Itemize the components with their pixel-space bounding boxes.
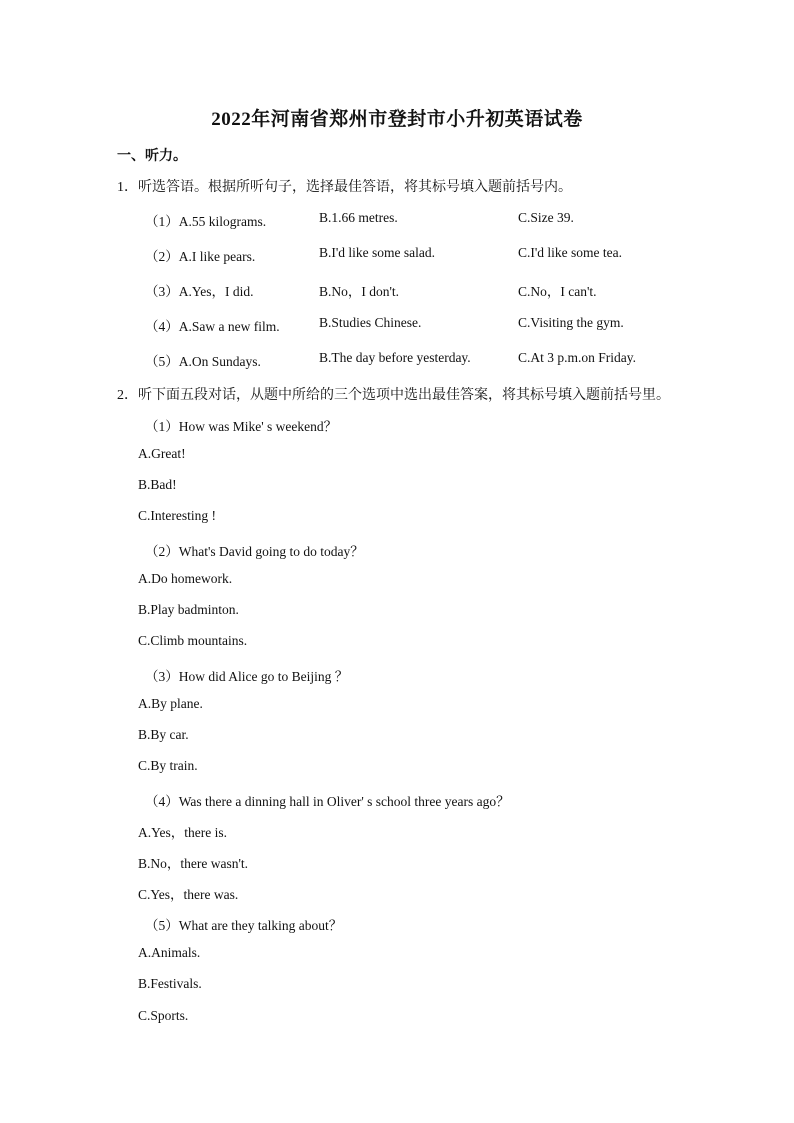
question-1-prompt: 1．听选答语。根据所听句子，选择最佳答语，将其标号填入题前括号内。 <box>117 180 572 195</box>
q2-option: C.Interesting ! <box>138 508 216 523</box>
q1-option-b: B.1.66 metres. <box>319 210 398 225</box>
q2-option: C.By train. <box>138 758 198 773</box>
q2-dialogue-question: （1）How was Mike' s weekend？ <box>145 419 338 434</box>
q2-option: C.Sports. <box>138 1008 189 1023</box>
q2-dialogue-question: （2）What's David going to do today？ <box>145 544 364 559</box>
q1-option-row <box>145 280 705 300</box>
q2-option: B.Festivals. <box>138 976 202 991</box>
q1-option-b: B.No，I don't. <box>319 284 400 299</box>
q1-option-b: B.Studies Chinese. <box>319 315 422 330</box>
q1-option-c: C.No，I can't. <box>518 284 597 299</box>
q1-option-a: （4）A.Saw a new film. <box>145 319 280 334</box>
q1-option-b: B.The day before yesterday. <box>319 350 471 365</box>
q1-option-row <box>145 245 705 265</box>
q2-option: B.No，there wasn't. <box>138 856 249 871</box>
q1-option-c: C.At 3 p.m.on Friday. <box>518 350 636 365</box>
q2-dialogue-question: （5）What are they talking about？ <box>145 918 343 933</box>
section-heading-listening: 一、听力。 <box>117 149 187 164</box>
q1-option-a: （3）A.Yes，I did. <box>145 284 254 299</box>
q2-option: C.Yes，there was. <box>138 887 239 902</box>
q2-option: B.Play badminton. <box>138 602 239 617</box>
q1-option-a: （1）A.55 kilograms. <box>145 214 267 229</box>
q1-option-c: C.Visiting the gym. <box>518 315 624 330</box>
q1-option-row <box>145 210 705 230</box>
q1-option-row <box>145 315 705 335</box>
q2-option: B.Bad! <box>138 477 177 492</box>
q1-option-b: B.I'd like some salad. <box>319 245 436 260</box>
q1-option-c: C.Size 39. <box>518 210 574 225</box>
q1-option-a: （2）A.I like pears. <box>145 249 256 264</box>
question-2-prompt: 2．听下面五段对话，从题中所给的三个选项中选出最佳答案，将其标号填入题前括号里。 <box>117 388 670 403</box>
q2-dialogue-question: （3）How did Alice go to Beijing ？ <box>145 669 349 684</box>
q2-option: A.Do homework. <box>138 571 233 586</box>
page-title: 2022年河南省郑州市登封市小升初英语试卷 <box>211 109 583 130</box>
q2-option: B.By car. <box>138 727 189 742</box>
q2-option: A.By plane. <box>138 696 203 711</box>
q2-option: A.Animals. <box>138 945 201 960</box>
q1-option-c: C.I'd like some tea. <box>518 245 623 260</box>
q2-option: A.Yes，there is. <box>138 825 228 840</box>
q2-dialogue-question: （4）Was there a dinning hall in Oliver' s school three years ago？ <box>145 794 510 809</box>
q1-option-a: （5）A.On Sundays. <box>145 354 261 369</box>
q2-option: C.Climb mountains. <box>138 633 248 648</box>
q2-option: A.Great! <box>138 446 186 461</box>
q1-option-row <box>145 350 705 370</box>
